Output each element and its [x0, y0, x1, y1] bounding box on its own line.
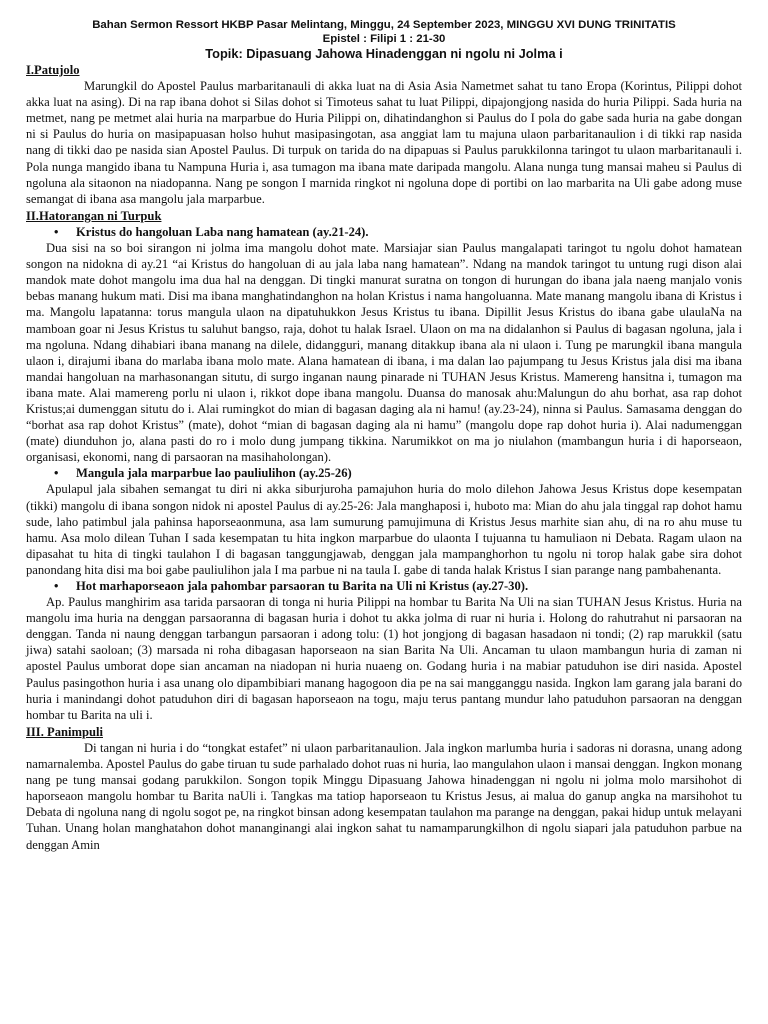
bullet-dot-icon: • [54, 466, 59, 481]
header-topic: Topik: Dipasuang Jahowa Hinadenggan ni ngolu ni Jolma i [205, 46, 563, 61]
paragraph-hatorangan-1: Dua sisi na so boi sirangon ni jolma ima mangolu dohot mate. Marsiajar sian Paulus mangalapati taringot tu ngolu dohot hamatean songon na nidokna di ay.21 “ai Kristus do hangoluan di au jala laba nang hamatean”. Ndang na mandok taringot tu untung rugi dison alai mandok mate dohot mangolu ima dua hal na denggan. Di tingki manurat suratna on tongon di hurungan do ibana jala naeng manjalo vonis bebas manang hukum mati. Disi ma ibana manghatindanghon na holan Kristus i nama hangoluanna. Mate manang mangolu ibana di Kristus i ma. Mangolu lapatanna: torus mangula ulaon na dipatuhukkon Jesus Kristus tu ibana. Dipillit Jesus Kristus do ibana gabe ulaulaNa na mamboan goar ni Jesus Kristus tu saluhut bangso, raja, dohot tu halak Israel. Ulaon on ma na didalanhon si Paulus di bagasan ngoluna, jala i ma ngoluna. Ndang dihabiari ibana manang na dilele, didangguri, manang ditakkup ibana ala ni ulaon i. Tung pe marungkil ibana mangula ulaon i, dirajumi ibana do marlaba ibana molo mate. Alana hamatean di ibana, i ma dalan lao pajumpang tu Jesus Kristus jala disi ma ibana mandai hangoluan na marhasonangan situtu, di surgo inganan naung pinarade ni TUHAN Jesus Kristus. Mamereng hansitna i, tumagon ma ibana mate. Alai mamereng porlu ni ulaon i, rikkot dope ibana mangolu. Duansa do manosak ahu:Malungun do ahu borhat, asa rap dohot Kristus;ai dumenggan situtu do i. Alai rumingkot do mian di bagasan daging ala ni hamu! (ay.23-24), ninna si Paulus. Samasama denggan do “borhat asa rap dohot Kristus” (mate), dohot “mian di bagasan daging ala ni hamu” (mangolu dope rap dohot huria i). Alai nadumenggan (mate) diunduhon jo, alana pasti do ro i molo dung jumpang tikkina. Narumikkot on ma jo niulahon (mambangun huria i di haporseaon, organisasi, ekonomi, nang di parsaoran na masihaholongan). [26, 241, 742, 465]
section-title-patujolo: I.Patujolo [26, 63, 80, 77]
bullet-point-1 [54, 224, 742, 240]
bullet-dot-icon: • [54, 579, 59, 593]
paragraph-patujolo: Marungkil do Apostel Paulus marbaritanauli di akka luat na di Asia Asia Nametmet sahat tu tano Eropa (Korintus, Pilippi dohot akka luat na asing). Di na rap ibana dohot si Silas dohot si Timoteus sahat tu luat Pilippi, dipajongjong nasida do huria Pilippi. Sada huria na metmet, nang pe metmet alai huria na marparbue do Huria Pilippi on, dihatindanghon si Paulus do I pola do gabe sada huria na gabe dongan ni si Paulus do huria on masipapuasan holso huhut masipasingotan, asa anggiat lam tu majuna ulaon parbaritanaulion i di tikki rap nasida nang di tikki dao pe nasida sian Apostel Paulus. Di turpuk on tarida do na dipapuas si Paulus parukkilonna taringot tu ulaon marbaritanauli i. Pola nunga mangido ibana tu Nampuna Huria i, asa tumagon ma ibana mate daripada mangolu. Alana nunga tung mansai maheu si Paulus di ngoluna ala sitaonon na niadopanna. Nang pe songon I marnida ringkot ni ngoluna dope di portibi on lao marbarita na Uli gabe adong muse semangat di ibana asa mangolu jala marparbue. [26, 79, 742, 206]
header-line-1: Bahan Sermon Ressort HKBP Pasar Melintang, Minggu, 24 September 2023, MINGGU XVI DUNG TRINITATIS [92, 19, 676, 31]
bullet-point-2-text: Mangula jala marparbue lao pauliulihon (ay.25-26) [76, 466, 352, 481]
paragraph-hatorangan-2: Apulapul jala sibahen semangat tu diri ni akka siburjuroha pamajuhon huria do molo dilehon Jahowa Jesus Kristus dope kesempatan (tikki) mangolu di ibana songon nidok ni apostel Paulus di ay.25-26: Jala manghaposi i, huboto ma: Mian do ahu jala tinggal rap dohot hamu sude, laho patimbul jala pahinsa haporseaonmuna, asa lam sumurung pamujimuna di Kristus Jesus marhite sian ahu, di na ro ahu muse tu hamu. Asa molo dilean Tuhan I sada kesempatan tu hita ingkon marparbue do ulaonta I tujuanna tu hamuliaon ni Debata. Ragam ulaon na dipasahat tu hita di tingki taulahon I di bagasan tanggungjawab, denggan jala mampanghorhon tu ngolu ni torop halak gabe sira dohot panondang hita disi ma boi gabe pauliulihon jala I ma parbue ni na taula I. gabe di tanda halak Kristus I sian parange nang pambahenanta. [26, 482, 742, 577]
bullet-point-3-text: Hot marhaporseaon jala pahombar parsaoran tu Barita na Uli ni Kristus (ay.27-30). [76, 579, 529, 593]
bullet-point-3 [54, 578, 742, 594]
document-header [26, 18, 742, 61]
bullet-point-1-text: Kristus do hangoluan Laba nang hamatean (ay.21-24). [76, 224, 369, 239]
section-title-panimpuli: III. Panimpuli [26, 724, 103, 739]
paragraph-hatorangan-3: Ap. Paulus manghirim asa tarida parsaoran di tonga ni huria Pilippi na hombar tu Barita Na Uli na sian TUHAN Jesus Kristus. Huria na mangolu ima huria na denggan parsaoranna di bagasan huria i dohot tu akka jolma di ruar ni huria i. Holong do rahutrahut ni parsaoran na denggan. Tanda ni naung denggan tarbangun parsaoran i adong tolu: (1) hot jongjong di bagasan hasadaon ni tondi; (2) rap marukkil (satu jiwa) satahi saoloan; (3) marsada ni roha dibagasan haporseaon na sian Barita Na Uli. Ancaman tu ulaon mambangun huria di zaman ni apostel Paulus umborat dope sian ancaman na niadopan ni huria nuaeng on. Godang huria i na mabiar patuduhon ise diri nasida. Apostel Paulus pasingothon huria i asa unang olo dipambibiari manang hagogoon dia pe na sai mangganggu nasida. Ingkon lam garang jala barani do huria i manindangi dohot patuduhon diri di bagasan haporseaon na togu, maju terus pantang mundur laho patuduhon parsaoran na denggan hombar tu Barita na uli i. [26, 595, 742, 722]
bullet-point-2 [54, 465, 742, 481]
paragraph-panimpuli: Di tangan ni huria i do “tongkat estafet” ni ulaon parbaritanaulion. Jala ingkon marlumba huria i sadoras ni dorasna, unang adong namarnalemba. Apostel Paulus do gabe tiruan tu sude parhalado dohot ruas ni huria, lao mangulahon ulaon i mansai denggan. Ingkon monang nang pe tung mansai godang parukkilon. Songon topik Minggu Dipasuang Jahowa hinadenggan ni ngolu ni jolma molo marsihohot di haporseaon mangolu hombar tu Barita naUli i. Tangkas ma tatiop haporseaon tu Kristus Jesus, ai malua do ganup angka na marsihohot tu Debata di ngoluna nang di ngolu sogot pe, na ringkot binsan adong kesempatan taulahon ma parange na denggan, pakai hidup untuk melayani Tuhan. Unang holan manghatahon dohot mananginangi alai ingkon sahat tu namamparungkilhon di ngolu siapari jala patuduhon parbue na denggan Amin [26, 740, 742, 852]
bullet-dot-icon: • [54, 224, 59, 239]
section-title-hatorangan: II.Hatorangan ni Turpuk [26, 208, 162, 223]
header-epistle: Epistel : Filipi 1 : 21-30 [322, 33, 446, 45]
sermon-document [26, 18, 742, 853]
